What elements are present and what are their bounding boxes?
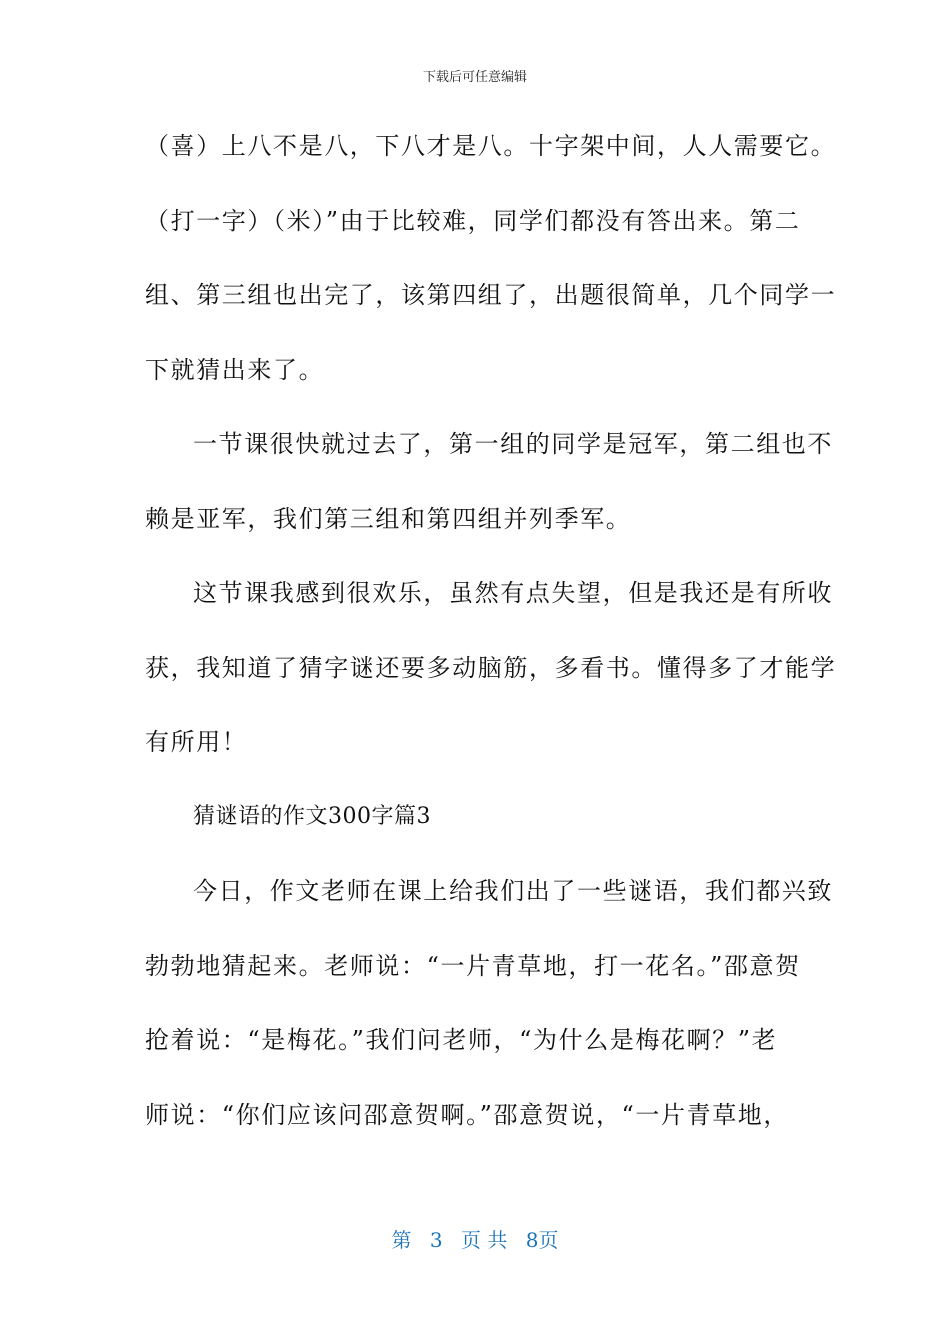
footer-page-number: 3 (429, 1228, 443, 1252)
body-line: （喜）上八不是八，下八才是八。十字架中间，人人需要它。 (145, 132, 837, 160)
document-body (145, 118, 837, 1161)
body-line: 获，我知道了猜字谜还要多动脑筋，多看书。懂得多了才能学 (145, 653, 837, 682)
footer-middle: 页 共 (461, 1228, 508, 1252)
body-line: 有所用！ (145, 728, 248, 756)
footer-total: 8页 (525, 1228, 559, 1252)
body-line: 下就猜出来了。 (145, 355, 325, 384)
footer-prefix: 第 (391, 1228, 412, 1252)
page-header: 下载后可任意编辑 (422, 70, 527, 85)
body-line: 勃勃地猜起来。老师说：“一片青草地，打一花名。”邵意贺 (145, 951, 801, 980)
body-line: 一节课很快就过去了，第一组的同学是冠军，第二组也不 (193, 430, 833, 458)
body-line: 赖是亚军，我们第三组和第四组并列季军。 (145, 504, 632, 533)
page-footer (0, 1224, 950, 1253)
body-line: 这节课我感到很欢乐，虽然有点失望，但是我还是有所收 (193, 579, 833, 607)
body-line: （打一字）（米）”由于比较难，同学们都没有答出来。第二 (145, 206, 801, 235)
body-line: 组、第三组也出完了，该第四组了，出题很简单，几个同学一 (145, 281, 837, 309)
body-line: 抢着说：“是梅花。”我们问老师，“为什么是梅花啊？”老 (145, 1026, 778, 1054)
section-heading: 猜谜语的作文300字篇3 (193, 803, 431, 829)
body-line: 今日，作文老师在课上给我们出了一些谜语，我们都兴致 (193, 877, 833, 905)
body-line: 师说：“你们应该问邵意贺啊。”邵意贺说，“一片青草地， (145, 1100, 790, 1129)
